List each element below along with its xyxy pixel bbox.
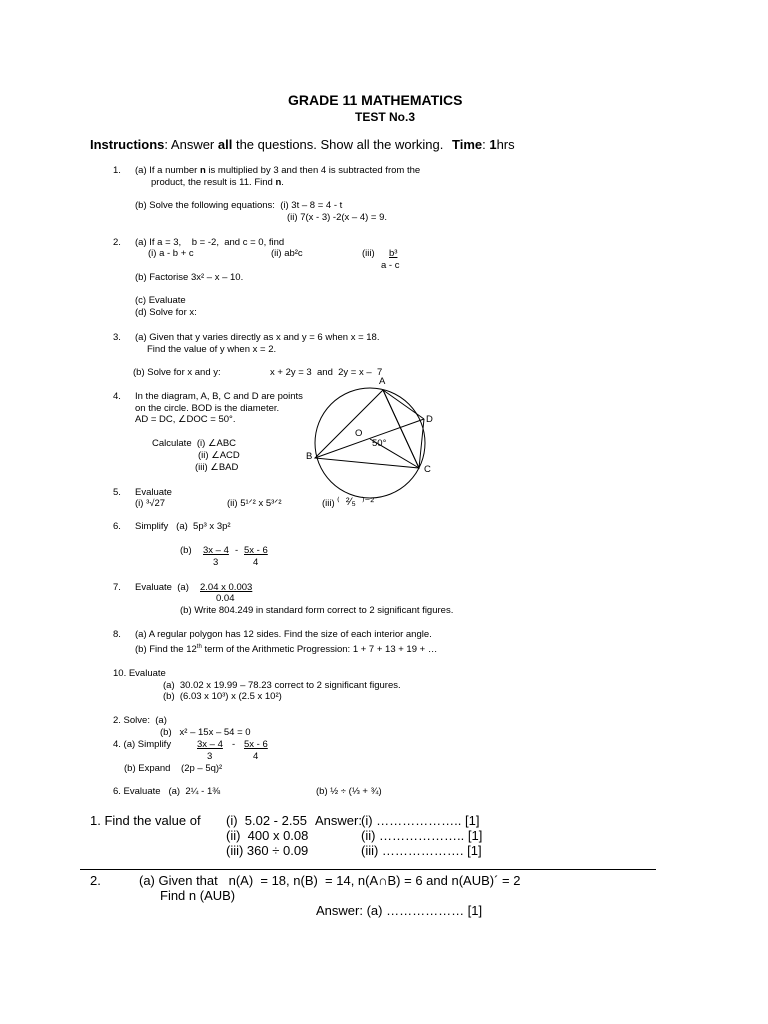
- time-label: Time: [452, 137, 483, 152]
- q4-number: 4.: [113, 391, 121, 402]
- q2-d: (d) Solve for x:: [135, 307, 197, 318]
- extra-solve-b: (b) x² – 15x – 54 = 0: [160, 727, 251, 738]
- chord-ac: [383, 390, 419, 468]
- q3-b-equations: x + 2y = 3 and 2y = x – 7: [270, 367, 383, 378]
- label-angle: 50°: [372, 438, 387, 449]
- q6-b-den1: 3: [213, 557, 219, 568]
- p2-q2-b: Find n (AUB): [160, 888, 236, 903]
- extra-expand: (b) Expand (2p – 5q)²: [124, 763, 223, 774]
- q8-a: (a) A regular polygon has 12 sides. Find the size of each interior angle.: [135, 629, 432, 640]
- label-a: A: [379, 376, 386, 387]
- q7-number: 7.: [113, 582, 121, 593]
- q7-b: (b) Write 804.249 in standard form correct to 2 significant figures.: [180, 605, 454, 616]
- q2-b: (b) Factorise 3x² – x – 10.: [135, 272, 244, 283]
- q1-a-line2: product, the result is 11. Find n.: [151, 177, 284, 188]
- extra-evaluate-a: 6. Evaluate (a) 2¼ - 1⅜: [113, 786, 221, 797]
- label-b: B: [306, 451, 313, 462]
- extra-solve: 2. Solve: (a): [113, 715, 167, 726]
- p2-answer-label: Answer:: [315, 813, 362, 828]
- q6-number: 6.: [113, 521, 121, 532]
- q6-b-num2: 5x - 6: [244, 545, 268, 556]
- q2-a-ii: (ii) ab²c: [271, 248, 303, 259]
- instructions-text: : Answer: [164, 137, 218, 152]
- extra-evaluate-b: (b) ½ ÷ (⅓ + ¾): [316, 786, 382, 797]
- q6-b: (b): [180, 545, 192, 556]
- q5-label: Evaluate: [135, 487, 172, 498]
- q2-a-iii-numerator: b³: [389, 248, 398, 259]
- extra-simplify-num2: 5x - 6: [244, 739, 268, 750]
- q10-b: (b) (6.03 x 10³) x (2.5 x 10²): [163, 691, 282, 702]
- q5-iii-expression: ⁽ ²⁄₅ ⁾⁻²: [337, 496, 375, 508]
- instructions-line: [90, 137, 443, 152]
- instructions-label: Instructions: [90, 137, 165, 152]
- q7-a: Evaluate (a): [135, 582, 189, 593]
- time-line: [452, 137, 515, 152]
- extra-simplify-num1: 3x – 4: [197, 739, 223, 750]
- label-o: O: [355, 428, 363, 439]
- q6-b-den2: 4: [253, 557, 259, 568]
- q3-a-line2: Find the value of y when x = 2.: [147, 344, 277, 355]
- q7-a-denominator: 0.04: [216, 593, 235, 604]
- q2-a-iii: (iii): [362, 248, 375, 259]
- q1-a-line1: (a) If a number n is multiplied by 3 and then 4 is subtracted from the: [135, 165, 421, 176]
- q4-line3: AD = DC, ∠DOC = 50°.: [135, 414, 236, 425]
- circle: [315, 388, 425, 498]
- q2-c: (c) Evaluate: [135, 295, 186, 306]
- q5-iii: (iii): [322, 498, 335, 509]
- q2-a: (a) If a = 3, b = -2, and c = 0, find: [135, 237, 285, 248]
- divider-line: [80, 869, 656, 870]
- p2-q2-answer: Answer: (a) ……………… [1]: [316, 903, 483, 918]
- time-colon: :: [482, 137, 490, 152]
- q6-b-num1: 3x – 4: [203, 545, 229, 556]
- time-unit: hrs: [496, 137, 515, 152]
- q5-number: 5.: [113, 487, 121, 498]
- p2-q2-number: 2.: [90, 873, 101, 888]
- extra-simplify: 4. (a) Simplify: [113, 739, 172, 750]
- page-subtitle: TEST No.3: [355, 110, 416, 124]
- q2-a-iii-denominator: a - c: [381, 260, 400, 271]
- q5-i: (i) ³√27: [135, 498, 166, 509]
- instructions-text-2: the questions. Show all the working.: [232, 137, 444, 152]
- q6-a: Simplify (a) 5p³ x 3p²: [135, 521, 231, 532]
- p2-answer-ii: (ii) ……………….. [1]: [361, 828, 483, 843]
- p2-q1-iii: (iii) 360 ÷ 0.09: [226, 843, 309, 858]
- q8-b: (b) Find the 12th term of the Arithmetic Progression: 1 + 7 + 13 + 19 + …: [135, 644, 438, 656]
- label-c: C: [424, 464, 431, 475]
- q5-ii: (ii) 5¹ᐟ² x 5³ᐟ²: [227, 498, 282, 509]
- q4-calc-i: Calculate (i) ∠ABC: [152, 438, 237, 449]
- triangle-abc: [315, 390, 419, 468]
- diameter-bd: [315, 419, 424, 458]
- q2-number: 2.: [113, 237, 121, 248]
- q1-b-line1: (b) Solve the following equations: (i) 3t – 8 = 4 - t: [135, 200, 343, 211]
- q4-calc-iii: (iii) ∠BAD: [195, 462, 239, 473]
- q10-label: 10. Evaluate: [113, 668, 166, 679]
- q6-b-operator: -: [235, 545, 239, 556]
- q3-a-line1: (a) Given that y varies directly as x and y = 6 when x = 18.: [135, 332, 380, 343]
- q1-b-line2: (ii) 7(x - 3) -2(x – 4) = 9.: [287, 212, 388, 223]
- time-number: 1: [489, 137, 497, 152]
- extra-simplify-operator: -: [232, 739, 236, 750]
- q8-number: 8.: [113, 629, 121, 640]
- extra-simplify-den1: 3: [207, 751, 213, 762]
- label-d: D: [426, 414, 433, 425]
- p2-q1-label: 1. Find the value of: [90, 813, 201, 828]
- q3-b: (b) Solve for x and y:: [133, 367, 221, 378]
- q2-a-i: (i) a - b + c: [148, 248, 194, 259]
- p2-answer-i: (i) ……………….. [1]: [361, 813, 480, 828]
- p2-q2-a: (a) Given that n(A) = 18, n(B) = 14, n(A∩B) = 6 and n(AUB)´ = 2: [139, 873, 521, 888]
- chord-dc: [419, 419, 424, 468]
- extra-simplify-den2: 4: [253, 751, 259, 762]
- p2-q1-ii: (ii) 400 x 0.08: [226, 828, 309, 843]
- q4-calc-ii: (ii) ∠ACD: [198, 450, 240, 461]
- q4-line2: on the circle. BOD is the diameter.: [135, 403, 280, 414]
- p2-answer-iii: (iii) ………………. [1]: [361, 843, 482, 858]
- q3-number: 3.: [113, 332, 121, 343]
- q4-line1: In the diagram, A, B, C and D are points: [135, 391, 303, 402]
- circle-diagram: [300, 375, 440, 505]
- instructions-bold: all: [217, 137, 233, 152]
- q10-a: (a) 30.02 x 19.99 – 78.23 correct to 2 significant figures.: [163, 680, 401, 691]
- p2-q1-i: (i) 5.02 - 2.55: [226, 813, 307, 828]
- q1-number: 1.: [113, 165, 121, 176]
- q7-a-numerator: 2.04 x 0.003: [200, 582, 253, 593]
- page-title: GRADE 11 MATHEMATICS: [288, 92, 463, 108]
